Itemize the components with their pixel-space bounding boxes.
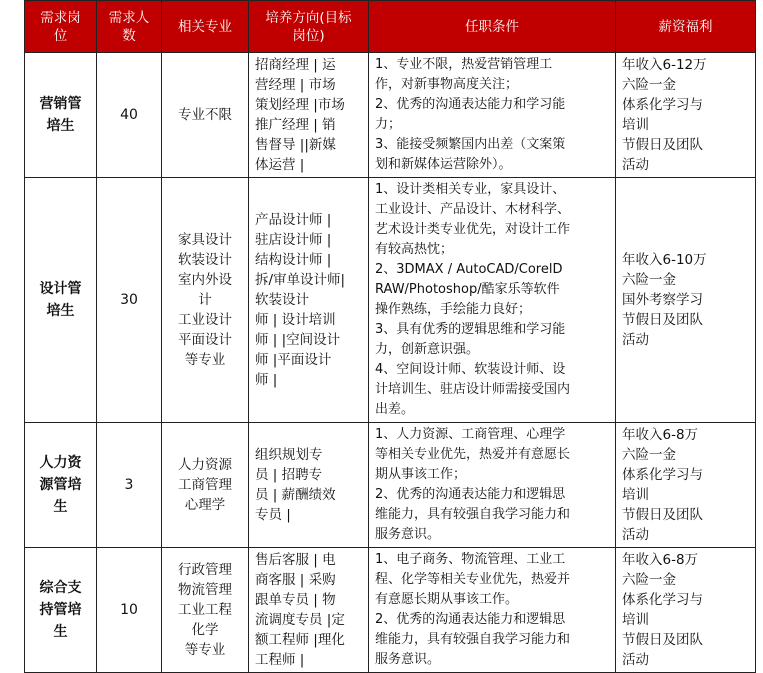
cell-position: 营销管 培生	[25, 53, 97, 178]
header-requirements: 任职条件	[369, 1, 616, 53]
cell-major: 行政管理 物流管理 工业工程 化学 等专业	[162, 548, 249, 673]
cell-direction: 售后客服 | 电 商客服 | 采购 跟单专员 | 物 流调度专员 |定 额工程师 |理化 工程师 |	[249, 548, 369, 673]
recruitment-table	[24, 0, 756, 673]
cell-direction: 组织规划专 员 | 招聘专 员 | 薪酬绩效 专员 |	[249, 423, 369, 548]
cell-salary: 年收入6-8万 六险一金 体系化学习与 培训 节假日及团队 活动	[616, 423, 756, 548]
cell-count: 10	[97, 548, 162, 673]
table-header-row	[25, 1, 756, 53]
table-row	[25, 423, 756, 548]
cell-major: 人力资源 工商管理 心理学	[162, 423, 249, 548]
cell-position: 人力资 源管培 生	[25, 423, 97, 548]
cell-requirements: 1、人力资源、工商管理、心理学 等相关专业优先，热爱并有意愿长 期从事该工作； 2、优秀的沟通表达能力和逻辑思 维能力，具有较强自我学习能力和 服务意识。	[369, 423, 616, 548]
cell-direction: 产品设计师 | 驻店设计师 | 结构设计师 | 拆/审单设计师| 软装设计 师 | 设计培训 师 | |空间设计 师 |平面设计 师 |	[249, 178, 369, 423]
cell-salary: 年收入6-12万 六险一金 体系化学习与 培训 节假日及团队 活动	[616, 53, 756, 178]
cell-position: 综合支 持管培 生	[25, 548, 97, 673]
table-row	[25, 178, 756, 423]
cell-requirements: 1、专业不限，热爱营销管理工 作，对新事物高度关注； 2、优秀的沟通表达能力和学习能 力； 3、能接受频繁国内出差（文案策 划和新媒体运营除外）。	[369, 53, 616, 178]
cell-requirements: 1、设计类相关专业，家具设计、 工业设计、产品设计、木材科学、 艺术设计类专业优先，对设计工作 有较高热忱； 2、3DMAX / AutoCAD/CorelD RAW/Photoshop/酷家乐等软件 操作熟练，手绘能力良好； 3、具有优秀的逻辑思维和学习能 力，创新意识强。 4、空间设计师、软装设计师、设 计培训生、驻店设计师需接受国内 出差。	[369, 178, 616, 423]
cell-position: 设计管 培生	[25, 178, 97, 423]
cell-major: 专业不限	[162, 53, 249, 178]
header-major: 相关专业	[162, 1, 249, 53]
cell-major: 家具设计 软装设计 室内外设 计 工业设计 平面设计 等专业	[162, 178, 249, 423]
header-salary: 薪资福利	[616, 1, 756, 53]
cell-count: 30	[97, 178, 162, 423]
table-row	[25, 53, 756, 178]
table-row	[25, 548, 756, 673]
cell-direction: 招商经理 | 运 营经理 | 市场 策划经理 |市场 推广经理 | 销 售督导 ||新媒 体运营 |	[249, 53, 369, 178]
cell-salary: 年收入6-8万 六险一金 体系化学习与 培训 节假日及团队 活动	[616, 548, 756, 673]
cell-requirements: 1、电子商务、物流管理、工业工 程、化学等相关专业优先，热爱并 有意愿长期从事该工作。 2、优秀的沟通表达能力和逻辑思 维能力，具有较强自我学习能力和 服务意识。	[369, 548, 616, 673]
header-count: 需求人 数	[97, 1, 162, 53]
cell-count: 3	[97, 423, 162, 548]
cell-count: 40	[97, 53, 162, 178]
cell-salary: 年收入6-10万 六险一金 国外考察学习 节假日及团队 活动	[616, 178, 756, 423]
header-direction: 培养方向(目标 岗位)	[249, 1, 369, 53]
header-position: 需求岗 位	[25, 1, 97, 53]
